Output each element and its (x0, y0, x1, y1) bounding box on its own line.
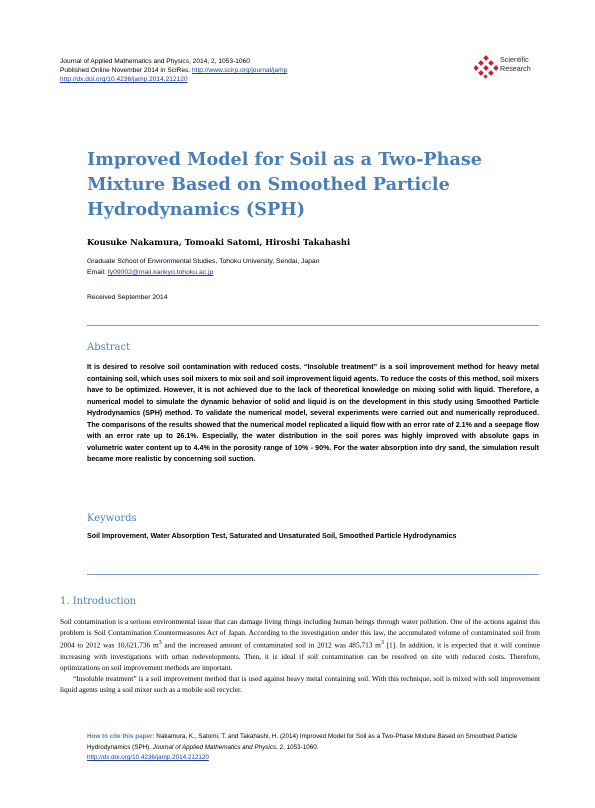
superscript-3: 3 (380, 640, 384, 647)
affiliation-block (87, 256, 320, 278)
doi-link[interactable]: http://dx.doi.org/10.4236/jamp.2014.212120 (60, 76, 188, 83)
keywords-heading: Keywords (87, 513, 137, 524)
intro-p1-part-b: and the increased amount of contaminated soil in 2012 was 485,713 m (161, 640, 381, 650)
journal-header (60, 57, 287, 84)
logo-line1: Scientific (500, 55, 529, 64)
abstract-heading: Abstract (87, 342, 131, 353)
intro-p1-part-c: [1]. In addition, it is expected that it will continue increasing with investigations with urban redevelopments. Then, it is ideal if soil contamination can be resolved on site with reduced costs. Therefore, optimizations on soil improvement methods are important. (60, 640, 540, 672)
citation-volume: , 2, 1053-1060. (276, 743, 319, 751)
authors: Kousuke Nakamura, Tomoaki Satomi, Hiroshi Takahashi (87, 237, 351, 247)
intro-paragraph-2: “Insoluble treatment” is a soil improvement method that is used against heavy metal containing soil. With this technique, soil is mixed with soil improvement liquid agents using a soil mixer such as a mobile soil recycler. (60, 673, 540, 694)
email-line (87, 267, 320, 278)
received-date: Received September 2014 (87, 294, 168, 301)
divider-bottom (87, 574, 539, 575)
citation-block (87, 732, 539, 764)
scientific-research-logo (474, 52, 564, 82)
superscript-3: 3 (158, 640, 162, 647)
logo-text (500, 55, 531, 73)
citation-text: Nakamura, K., Satomi, T. and Takahashi, H. (2014) Improved Model for Soil as a Two-Phase Mixture Based on Smoothed Particle Hydrodynamics (SPH). (87, 733, 518, 751)
intro-paragraph-1 (60, 616, 540, 673)
introduction-body (60, 616, 540, 695)
journal-line: Journal of Applied Mathematics and Physics, 2014, 2, 1053-1060 (60, 58, 250, 65)
published-text: Published Online November 2014 in SciRes. (60, 67, 191, 74)
divider-top (87, 325, 539, 326)
scientific-research-diamond-logo-icon (474, 55, 498, 79)
email-link[interactable]: fy09002@mail.kankyo.tohoku.ac.jp (107, 269, 214, 276)
published-line (60, 66, 287, 75)
citation-label: How to cite this paper: (87, 733, 155, 740)
keywords-text: Soil Improvement, Water Absorption Test, Saturated and Unsaturated Soil, Smoothed Particle Hydrodynamics (87, 532, 457, 540)
email-label: Email: (87, 269, 108, 276)
intro-p1-part-a: Soil contamination is a serious environmental issue that can damage living things including human beings through water pollution. One of the actions against this problem is Soil Contamination Countermeasures Act of Japan. According to the investigation under this law, the accumulated volume of contaminated soil from 2004 to 2012 was 10,621,736 m (60, 617, 540, 650)
abstract-paragraph: It is desired to resolve soil contamination with reduced costs. “Insoluble treatment” is a soil improvement method for heavy metal containing soil, which uses soil mixers to mix soil and soil improvement liquid agents. To reduce the costs of this method, soil mixers have to be optimized. However, it is not achieved due to the lack of theoretical knowledge on mixing solid with liquid. Therefore, a numerical model to simulate the dynamic behavior of solid and liquid is on the development in this study using Smoothed Particle Hydrodynamics (SPH) method. To validate the numerical model, several experiments were carried out and numerically reproduced. The comparisons of the results showed that the numerical model replicated a liquid flow with an error rate of 2.1% and a seepage flow with an error rate up to 26.1%. Especially, the water distribution in the soil pores was highly improved with absolute gaps in volumetric water content up to 4.4% in the porosity range of 10% - 90%. For the water absorption into dry sand, the simulation result became more realistic by concerning soil suction. (87, 363, 539, 463)
citation-doi-link[interactable]: http://dx.doi.org/10.4236/jamp.2014.212120 (87, 754, 209, 761)
abstract-text (87, 362, 539, 466)
introduction-heading: 1. Introduction (60, 596, 137, 607)
affiliation: Graduate School of Environmental Studies, Tohoku University, Sendai, Japan (87, 258, 320, 265)
citation-journal: Journal of Applied Mathematics and Physics (152, 743, 277, 751)
journal-url-link[interactable]: http://www.scirp.org/journal/jamp (191, 67, 288, 74)
paper-title: Improved Model for Soil as a Two-Phase Mixture Based on Smoothed Particle Hydrodynamics (SPH) (87, 149, 482, 220)
logo-line2: Research (500, 64, 531, 73)
